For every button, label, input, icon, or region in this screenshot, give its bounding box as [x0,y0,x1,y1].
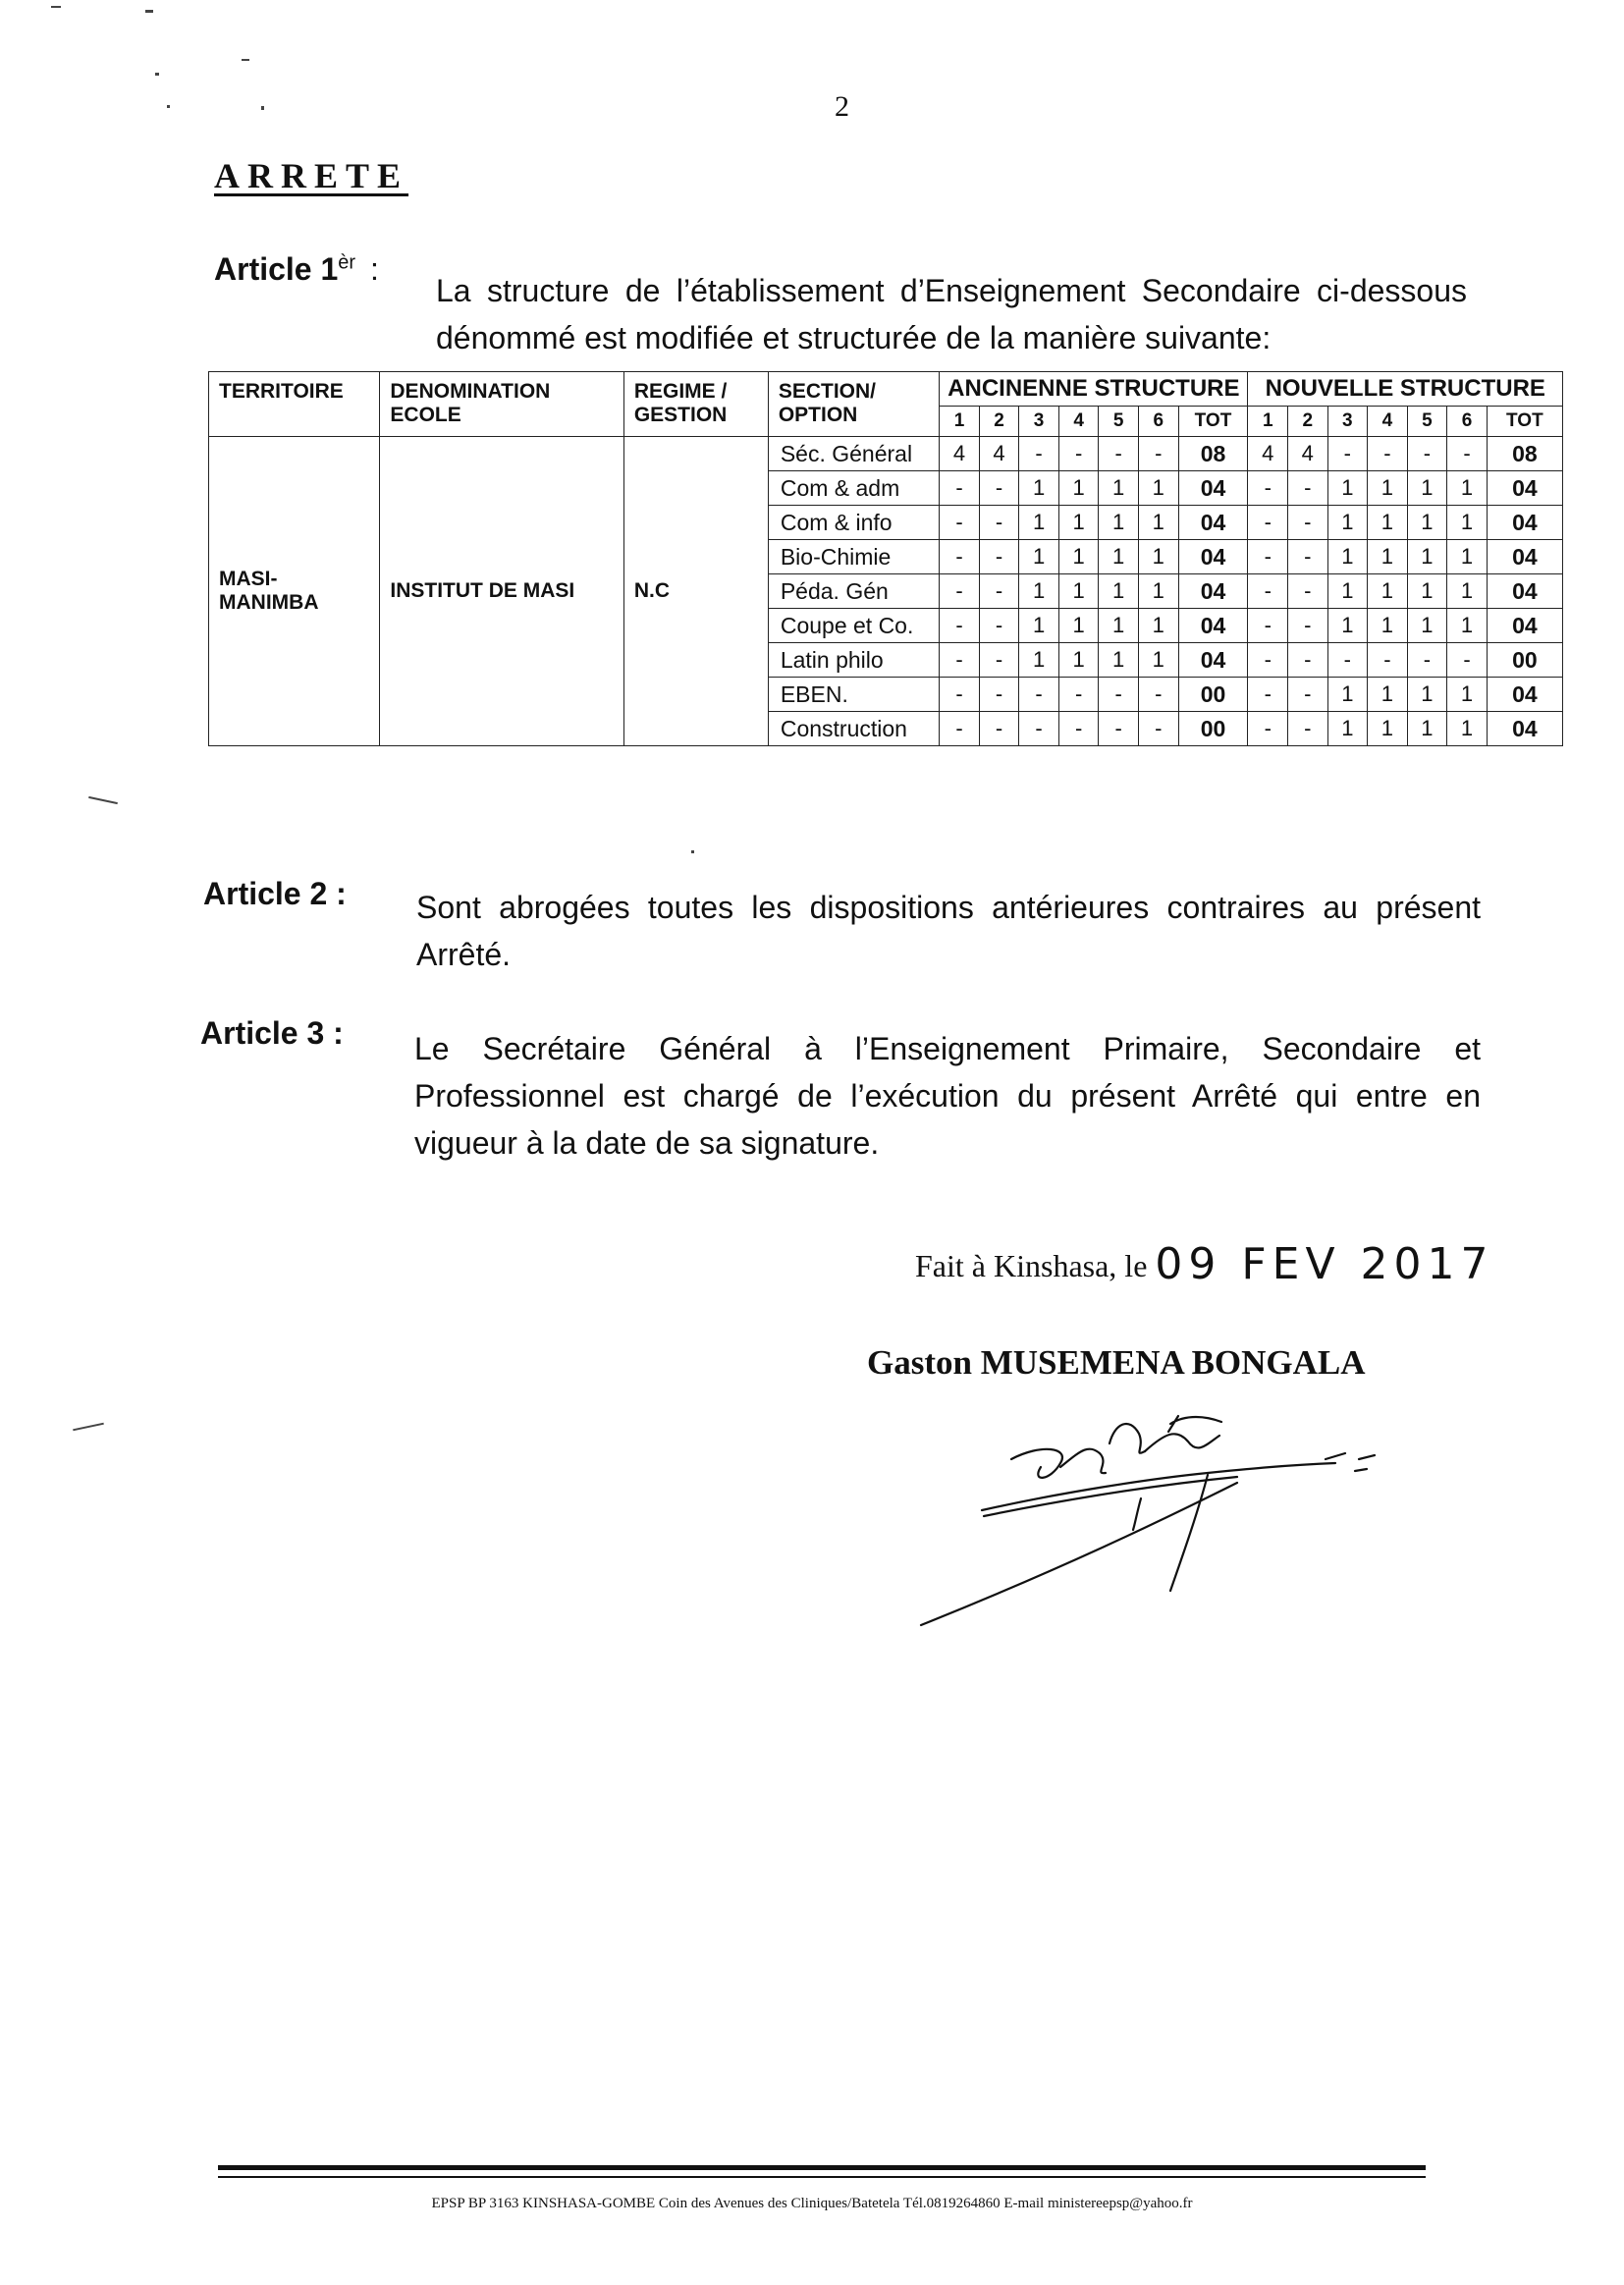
old-structure-cell: 04 [1178,540,1248,574]
old-structure-cell: 1 [1099,540,1139,574]
article-1-text: La structure de l’établissement d’Enseignement Secondaire ci-dessous dénommé est modifiée et structurée de la manière suivante: [436,273,1467,355]
scan-mark [242,59,249,61]
subheader-old-6: 6 [1138,407,1178,437]
old-structure-cell: 1 [1019,643,1059,678]
scan-mark [88,796,118,804]
old-structure-cell: 1 [1019,540,1059,574]
new-structure-cell: 04 [1487,471,1562,506]
new-structure-cell: - [1407,437,1447,471]
new-structure-cell: 1 [1368,471,1408,506]
new-structure-cell: - [1288,540,1328,574]
new-structure-cell: 4 [1248,437,1288,471]
page-number: 2 [835,90,849,123]
footer-address: EPSP BP 3163 KINSHASA-GOMBE Coin des Avenues des Cliniques/Batetela Tél.0819264860 E-mail ministereepsp@yahoo.fr [431,2196,1193,2211]
subheader-old-2: 2 [979,407,1019,437]
new-structure-cell: - [1288,678,1328,712]
new-structure-cell: - [1248,540,1288,574]
new-structure-cell: - [1407,643,1447,678]
new-structure-cell: 04 [1487,574,1562,609]
old-structure-cell: 04 [1178,506,1248,540]
new-structure-cell: - [1248,609,1288,643]
new-structure-cell: - [1447,643,1488,678]
old-structure-cell: 1 [1019,506,1059,540]
old-structure-cell: 1 [1019,471,1059,506]
option-cell: EBEN. [768,678,939,712]
option-cell: Latin philo [768,643,939,678]
article-2-text: Sont abrogées toutes les dispositions antérieures contraires au présent Arrêté. [416,890,1481,972]
old-structure-cell: 1 [1099,506,1139,540]
old-structure-cell: 1 [1099,471,1139,506]
header-section: SECTION/ OPTION [768,372,939,437]
new-structure-cell: 1 [1368,574,1408,609]
new-structure-cell: - [1288,471,1328,506]
new-structure-cell: 1 [1368,540,1408,574]
new-structure-cell: 1 [1447,506,1488,540]
old-structure-cell: 4 [940,437,980,471]
subheader-new-5: 5 [1407,407,1447,437]
new-structure-cell: 1 [1327,506,1368,540]
new-structure-cell: - [1368,643,1408,678]
header-nouvelle-structure: NOUVELLE STRUCTURE [1248,372,1563,407]
subheader-new-6: 6 [1447,407,1488,437]
new-structure-cell: 1 [1327,471,1368,506]
subheader-new-1: 1 [1248,407,1288,437]
new-structure-cell: 1 [1327,609,1368,643]
old-structure-cell: 04 [1178,609,1248,643]
table-row [209,437,1563,471]
option-cell: Construction [768,712,939,746]
scan-mark [51,6,61,8]
old-structure-cell: 08 [1178,437,1248,471]
old-structure-cell: - [1019,437,1059,471]
scan-mark [145,10,153,13]
old-structure-cell: - [1058,678,1099,712]
old-structure-cell: 1 [1058,506,1099,540]
subheader-new-tot: TOT [1487,407,1562,437]
old-structure-cell: 1 [1099,609,1139,643]
old-structure-cell: 1 [1138,506,1178,540]
subheader-old-1: 1 [940,407,980,437]
new-structure-cell: 1 [1407,540,1447,574]
subheader-old-4: 4 [1058,407,1099,437]
scan-mark [167,105,170,108]
old-structure-cell: 04 [1178,643,1248,678]
regime-cell: N.C [623,437,768,746]
old-structure-cell: 1 [1138,540,1178,574]
new-structure-cell: 1 [1447,678,1488,712]
scan-mark [691,850,694,853]
new-structure-cell: - [1248,712,1288,746]
new-structure-cell: 1 [1407,506,1447,540]
handwritten-signature [913,1404,1443,1630]
old-structure-cell: 1 [1058,540,1099,574]
header-denomination: DENOMINATION ECOLE [380,372,623,437]
document-title: ARRETE [214,156,409,195]
option-cell: Com & info [768,506,939,540]
new-structure-cell: - [1248,678,1288,712]
new-structure-cell: 1 [1407,574,1447,609]
new-structure-cell: - [1368,437,1408,471]
old-structure-cell: - [1099,712,1139,746]
old-structure-cell: - [940,643,980,678]
denomination-cell: INSTITUT DE MASI [380,437,623,746]
old-structure-cell: 04 [1178,574,1248,609]
old-structure-cell: 00 [1178,678,1248,712]
footer-rule-thin [218,2176,1426,2178]
old-structure-cell: - [940,540,980,574]
new-structure-cell: 1 [1447,609,1488,643]
old-structure-cell: 1 [1138,574,1178,609]
new-structure-cell: - [1288,712,1328,746]
new-structure-cell: - [1248,643,1288,678]
old-structure-cell: 1 [1058,609,1099,643]
new-structure-cell: 1 [1447,471,1488,506]
scan-mark [261,106,264,110]
header-ancienne-structure: ANCINENNE STRUCTURE [940,372,1248,407]
old-structure-cell: - [979,678,1019,712]
new-structure-cell: 1 [1368,506,1408,540]
old-structure-cell: - [979,609,1019,643]
old-structure-cell: 1 [1058,574,1099,609]
old-structure-cell: - [979,712,1019,746]
new-structure-cell: 1 [1327,678,1368,712]
new-structure-cell: - [1288,506,1328,540]
subheader-new-4: 4 [1368,407,1408,437]
old-structure-cell: 1 [1019,609,1059,643]
new-structure-cell: 04 [1487,540,1562,574]
old-structure-cell: - [979,506,1019,540]
old-structure-cell: - [940,471,980,506]
new-structure-cell: - [1327,437,1368,471]
scan-mark [73,1423,104,1432]
new-structure-cell: 1 [1447,540,1488,574]
option-cell: Séc. Général [768,437,939,471]
old-structure-cell: - [1019,678,1059,712]
option-cell: Com & adm [768,471,939,506]
new-structure-cell: 4 [1288,437,1328,471]
subheader-old-tot: TOT [1178,407,1248,437]
old-structure-cell: - [940,609,980,643]
old-structure-cell: - [940,712,980,746]
old-structure-cell: 04 [1178,471,1248,506]
new-structure-cell: 1 [1407,471,1447,506]
new-structure-cell: 04 [1487,678,1562,712]
old-structure-cell: 1 [1138,471,1178,506]
territoire-cell: MASI- MANIMBA [209,437,380,746]
new-structure-cell: 04 [1487,506,1562,540]
article-3-label: Article 3 : [200,1015,344,1051]
old-structure-cell: 1 [1099,643,1139,678]
old-structure-cell: - [940,678,980,712]
subheader-new-3: 3 [1327,407,1368,437]
new-structure-cell: 1 [1447,574,1488,609]
old-structure-cell: - [979,574,1019,609]
old-structure-cell: - [1138,678,1178,712]
option-cell: Bio-Chimie [768,540,939,574]
old-structure-cell: - [940,506,980,540]
article-2-label: Article 2 : [203,876,347,911]
old-structure-cell: 1 [1058,471,1099,506]
subheader-old-5: 5 [1099,407,1139,437]
new-structure-cell: - [1288,643,1328,678]
new-structure-cell: - [1248,471,1288,506]
new-structure-cell: - [1327,643,1368,678]
new-structure-cell: 04 [1487,712,1562,746]
new-structure-cell: 00 [1487,643,1562,678]
new-structure-cell: 1 [1327,540,1368,574]
article-1-superscript: èr [338,251,356,274]
signer-name: Gaston MUSEMENA BONGALA [867,1343,1366,1382]
new-structure-cell: 1 [1407,712,1447,746]
old-structure-cell: - [940,574,980,609]
new-structure-cell: - [1248,574,1288,609]
old-structure-cell: - [1058,712,1099,746]
old-structure-cell: 4 [979,437,1019,471]
new-structure-cell: - [1447,437,1488,471]
old-structure-cell: - [1019,712,1059,746]
article-1-colon: : [369,251,379,287]
subheader-new-2: 2 [1288,407,1328,437]
old-structure-cell: - [1138,437,1178,471]
structure-table [208,371,1563,746]
new-structure-cell: 04 [1487,609,1562,643]
header-territoire: TERRITOIRE [209,372,380,437]
old-structure-cell: 1 [1099,574,1139,609]
header-regime: REGIME / GESTION [623,372,768,437]
new-structure-cell: 1 [1327,712,1368,746]
place-date [915,1239,1494,1289]
old-structure-cell: - [1058,437,1099,471]
old-structure-cell: - [979,471,1019,506]
new-structure-cell: - [1288,574,1328,609]
option-cell: Coupe et Co. [768,609,939,643]
old-structure-cell: 00 [1178,712,1248,746]
old-structure-cell: - [979,540,1019,574]
old-structure-cell: 1 [1058,643,1099,678]
new-structure-cell: 1 [1407,678,1447,712]
new-structure-cell: 1 [1327,574,1368,609]
article-1-label: Article $1^{èr}$ : [214,251,379,287]
new-structure-cell: 1 [1407,609,1447,643]
old-structure-cell: - [1138,712,1178,746]
new-structure-cell: 08 [1487,437,1562,471]
scan-mark [155,73,159,76]
new-structure-cell: 1 [1368,609,1408,643]
footer-rule-thick [218,2165,1426,2170]
option-cell: Péda. Gén [768,574,939,609]
new-structure-cell: - [1248,506,1288,540]
subheader-old-3: 3 [1019,407,1059,437]
old-structure-cell: 1 [1138,609,1178,643]
new-structure-cell: - [1288,609,1328,643]
old-structure-cell: - [979,643,1019,678]
new-structure-cell: 1 [1447,712,1488,746]
old-structure-cell: - [1099,678,1139,712]
table-body [209,437,1563,746]
old-structure-cell: 1 [1138,643,1178,678]
stamped-date: 09 FEV 2017 [1155,1239,1494,1289]
new-structure-cell: 1 [1368,678,1408,712]
article-3-text: Le Secrétaire Général à l’Enseignement Primaire, Secondaire et Professionnel est chargé de l’exécution du présent Arrêté qui entre en vigueur à la date de sa signature. [414,1031,1481,1161]
place-text: Fait à Kinshasa, le [915,1248,1148,1283]
old-structure-cell: - [1099,437,1139,471]
old-structure-cell: 1 [1019,574,1059,609]
new-structure-cell: 1 [1368,712,1408,746]
